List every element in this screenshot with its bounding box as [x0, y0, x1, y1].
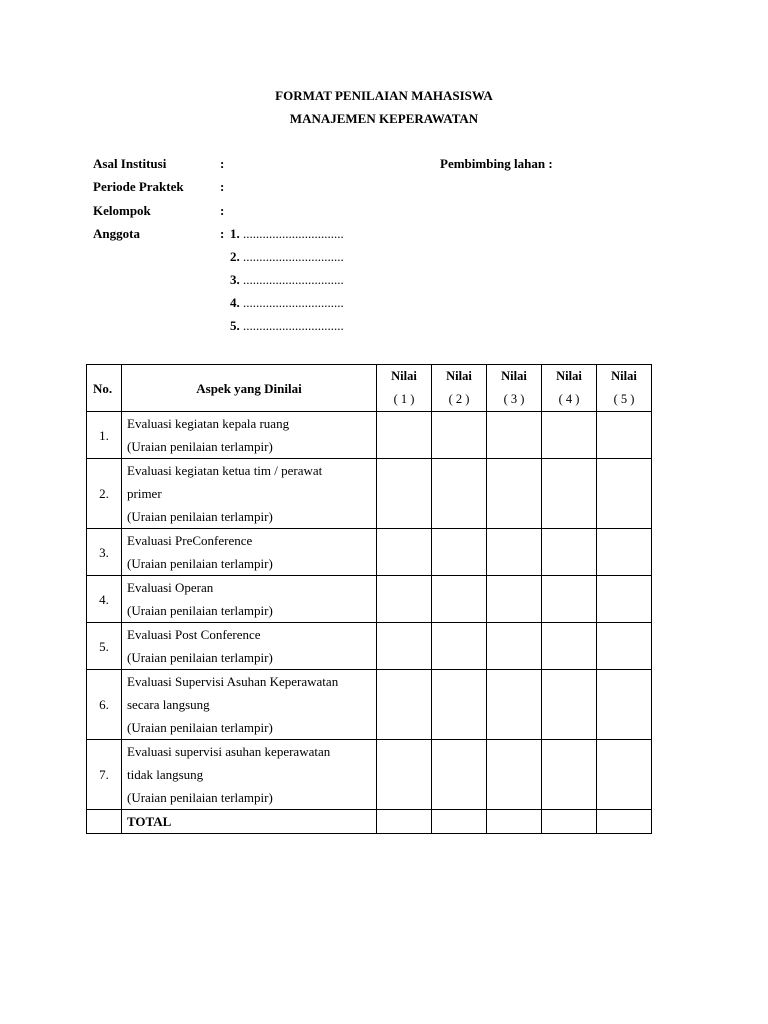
score-cell-4[interactable]: [542, 412, 597, 459]
score-cell-3[interactable]: [487, 576, 542, 623]
form-title-line-2: MANAJEMEN KEPERAWATAN: [289, 111, 479, 126]
row-number: 1.: [87, 412, 122, 459]
score-cell-1[interactable]: [377, 529, 432, 576]
anggota-member-1: [230, 226, 344, 242]
row-aspek: [122, 670, 377, 740]
anggota-member-2: [230, 249, 344, 265]
score-cell-4[interactable]: [542, 529, 597, 576]
nilai-label: Nilai: [611, 369, 637, 383]
nilai-number: ( 2 ): [448, 392, 470, 406]
score-cell-2[interactable]: [432, 623, 487, 670]
row-number: 2.: [87, 459, 122, 529]
table-row: [87, 740, 652, 810]
member-number: 1.: [230, 226, 240, 241]
header-no: No.: [87, 365, 122, 412]
score-cell-4[interactable]: [542, 623, 597, 670]
row-number: 6.: [87, 670, 122, 740]
score-cell-3[interactable]: [487, 623, 542, 670]
anggota-label: Anggota: [93, 226, 140, 241]
total-cell-3[interactable]: [487, 810, 542, 834]
score-cell-5[interactable]: [597, 623, 652, 670]
total-cell-1[interactable]: [377, 810, 432, 834]
nilai-number: ( 1 ): [393, 392, 415, 406]
header-nilai-4: [542, 365, 597, 412]
aspek-line: (Uraian penilaian terlampir): [127, 439, 273, 454]
score-cell-2[interactable]: [432, 576, 487, 623]
score-cell-1[interactable]: [377, 412, 432, 459]
score-cell-5[interactable]: [597, 576, 652, 623]
aspek-line: tidak langsung: [127, 767, 204, 782]
aspek-line: Evaluasi PreConference: [127, 533, 253, 548]
table-row: [87, 412, 652, 459]
score-cell-1[interactable]: [377, 576, 432, 623]
nilai-label: Nilai: [556, 369, 582, 383]
header-nilai-1: [377, 365, 432, 412]
member-blank: ...............................: [243, 272, 344, 287]
member-blank: ...............................: [243, 249, 344, 264]
row-aspek: [122, 412, 377, 459]
member-number: 5.: [230, 318, 240, 333]
nilai-label: Nilai: [501, 369, 527, 383]
nilai-number: ( 4 ): [558, 392, 580, 406]
total-cell-4[interactable]: [542, 810, 597, 834]
table-row: [87, 459, 652, 529]
member-blank: ...............................: [243, 226, 344, 241]
aspek-line: (Uraian penilaian terlampir): [127, 650, 273, 665]
score-cell-4[interactable]: [542, 740, 597, 810]
score-cell-3[interactable]: [487, 740, 542, 810]
aspek-line: Evaluasi Operan: [127, 580, 214, 595]
row-number: 4.: [87, 576, 122, 623]
nilai-number: ( 5 ): [613, 392, 635, 406]
form-title-line-1: FORMAT PENILAIAN MAHASISWA: [275, 88, 493, 103]
table-row: [87, 670, 652, 740]
table-row: [87, 623, 652, 670]
member-blank: ...............................: [243, 318, 344, 333]
total-no-cell: [87, 810, 122, 834]
score-cell-1[interactable]: [377, 740, 432, 810]
anggota-colon: :: [220, 226, 225, 241]
score-cell-1[interactable]: [377, 623, 432, 670]
aspek-line: (Uraian penilaian terlampir): [127, 556, 273, 571]
row-number: 7.: [87, 740, 122, 810]
score-cell-4[interactable]: [542, 670, 597, 740]
member-number: 4.: [230, 295, 240, 310]
anggota-member-4: [230, 295, 344, 311]
header-nilai-5: [597, 365, 652, 412]
score-cell-1[interactable]: [377, 459, 432, 529]
anggota-member-3: [230, 272, 344, 288]
aspek-line: Evaluasi kegiatan ketua tim / perawat: [127, 463, 323, 478]
aspek-line: Evaluasi kegiatan kepala ruang: [127, 416, 290, 431]
row-aspek: [122, 740, 377, 810]
member-blank: ...............................: [243, 295, 344, 310]
score-cell-2[interactable]: [432, 412, 487, 459]
kelompok-colon: :: [220, 203, 225, 218]
aspek-line: (Uraian penilaian terlampir): [127, 603, 273, 618]
score-cell-3[interactable]: [487, 670, 542, 740]
header-nilai-3: [487, 365, 542, 412]
periode-praktek-label: Periode Praktek: [93, 179, 184, 194]
asal-institusi-label: Asal Institusi: [93, 156, 167, 171]
member-number: 2.: [230, 249, 240, 264]
total-cell-5[interactable]: [597, 810, 652, 834]
asal-institusi-colon: :: [220, 156, 225, 171]
score-cell-2[interactable]: [432, 740, 487, 810]
aspek-line: secara langsung: [127, 697, 210, 712]
score-cell-3[interactable]: [487, 529, 542, 576]
row-aspek: [122, 459, 377, 529]
score-cell-5[interactable]: [597, 670, 652, 740]
score-cell-5[interactable]: [597, 459, 652, 529]
score-cell-4[interactable]: [542, 576, 597, 623]
aspek-line: primer: [127, 486, 162, 501]
total-label: TOTAL: [122, 810, 377, 834]
aspek-line: Evaluasi Post Conference: [127, 627, 261, 642]
table-row: [87, 529, 652, 576]
pembimbing-lahan-label: Pembimbing lahan :: [440, 156, 553, 171]
aspek-line: (Uraian penilaian terlampir): [127, 720, 273, 735]
total-cell-2[interactable]: [432, 810, 487, 834]
score-cell-5[interactable]: [597, 529, 652, 576]
header-aspek: Aspek yang Dinilai: [122, 365, 377, 412]
periode-praktek-colon: :: [220, 179, 225, 194]
nilai-label: Nilai: [446, 369, 472, 383]
score-cell-3[interactable]: [487, 459, 542, 529]
score-cell-5[interactable]: [597, 740, 652, 810]
aspek-line: Evaluasi Supervisi Asuhan Keperawatan: [127, 674, 339, 689]
nilai-number: ( 3 ): [503, 392, 525, 406]
row-aspek: [122, 623, 377, 670]
score-cell-4[interactable]: [542, 459, 597, 529]
header-nilai-2: [432, 365, 487, 412]
score-cell-3[interactable]: [487, 412, 542, 459]
score-cell-1[interactable]: [377, 670, 432, 740]
table-row: [87, 576, 652, 623]
member-number: 3.: [230, 272, 240, 287]
table-header-row: [87, 365, 652, 412]
row-number: 5.: [87, 623, 122, 670]
assessment-table: [86, 364, 652, 834]
anggota-member-5: [230, 318, 344, 334]
aspek-line: (Uraian penilaian terlampir): [127, 509, 273, 524]
total-row: [87, 810, 652, 834]
score-cell-2[interactable]: [432, 529, 487, 576]
aspek-line: (Uraian penilaian terlampir): [127, 790, 273, 805]
row-aspek: [122, 576, 377, 623]
aspek-line: Evaluasi supervisi asuhan keperawatan: [127, 744, 331, 759]
nilai-label: Nilai: [391, 369, 417, 383]
kelompok-label: Kelompok: [93, 203, 151, 218]
row-number: 3.: [87, 529, 122, 576]
row-aspek: [122, 529, 377, 576]
score-cell-2[interactable]: [432, 459, 487, 529]
score-cell-2[interactable]: [432, 670, 487, 740]
score-cell-5[interactable]: [597, 412, 652, 459]
